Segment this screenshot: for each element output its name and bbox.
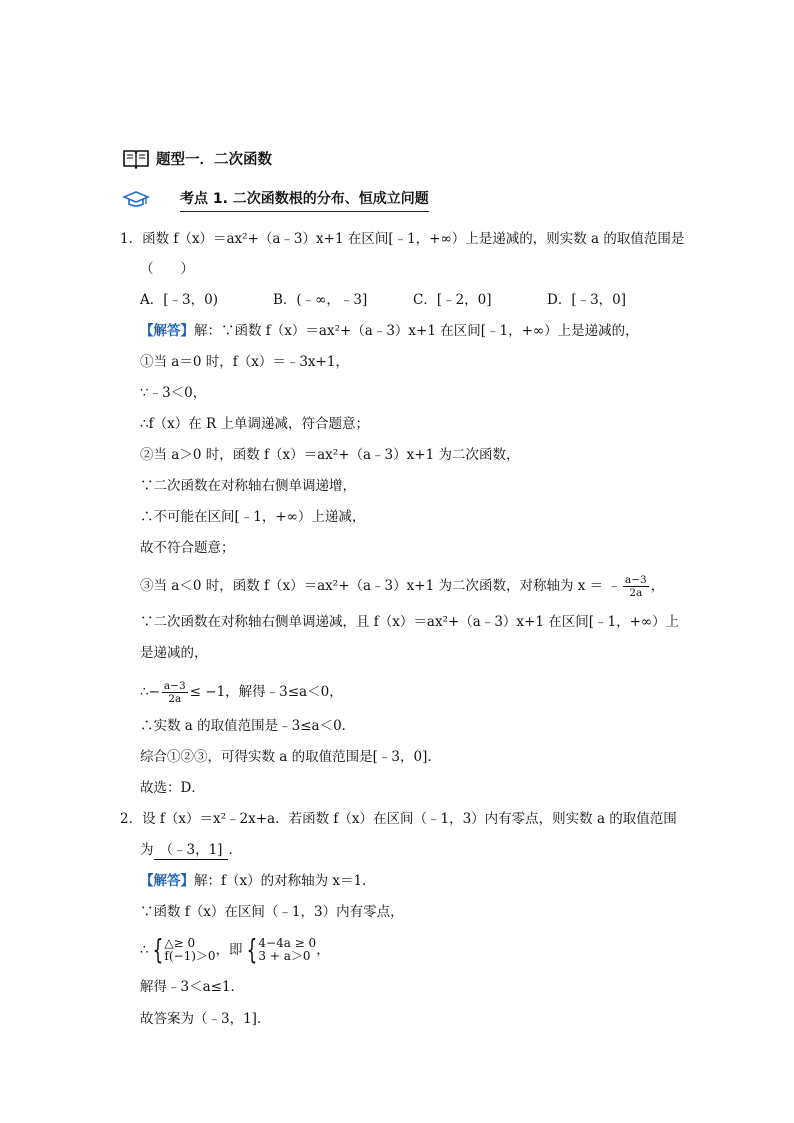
q1-solution-line-2: ①当 a＝0 时，f（x）＝﹣3x+1， (140, 354, 349, 370)
q1-solution-line-12: ∴− $\frac{a-3}{2a}$ ≤ −1，解得﹣3≤a＜0， (140, 680, 343, 705)
q1-solution-line-3: ∵﹣3＜0， (140, 385, 207, 401)
q1-solution-line-4: ∴f（x）在 R 上单调递减，符合题意； (140, 416, 369, 432)
q1-solution-line-1: 【解答】解：∵函数 f（x）＝ax²+（a﹣3）x+1 在区间[﹣1，+∞）上是递减的， (140, 323, 639, 339)
option-d: D．[﹣3，0] (547, 292, 627, 308)
answer-tag: 【解答】 (140, 873, 194, 889)
book-icon (122, 147, 150, 169)
q1-solution-line-8: 故不符合题意； (140, 540, 235, 556)
q2-stem: 2．设 f（x）＝x²﹣2x+a．若函数 f（x）在区间（﹣1，3）内有零点，则实数 a 的取值范围 (120, 811, 677, 827)
graduation-cap-icon (122, 190, 150, 210)
q1-solution-line-14: 综合①②③，可得实数 a 的取值范围是[﹣3，0]． (140, 749, 441, 765)
q1-solution-line-15: 故选：D． (140, 780, 205, 796)
q2-solution-line-1: 【解答】解：f（x）的对称轴为 x＝1． (140, 873, 376, 889)
q2-solution-line-3: ∴ { △≥ 0 f(−1)＞0 ，即 { 4−4a ≥ 0 3 + a＞0 ， (140, 933, 330, 966)
q1-solution-line-10: ∵二次函数在对称轴右侧单调递减，且 f（x）＝ax²+（a﹣3）x+1 在区间[﹣1，+∞）上 (140, 614, 680, 630)
option-c: C．[﹣2，0] (413, 292, 492, 308)
q1-solution-line-9: ③当 a＜0 时，函数 f（x）＝ax²+（a﹣3）x+1 为二次函数，对称轴为 x ＝ ﹣ $\frac{a-3}{2a}$ ， (140, 574, 665, 599)
fraction: $\frac{a-3}{2a}$ (624, 574, 647, 599)
q2-stem-line-2: 为 （﹣3，1] ． (140, 842, 242, 858)
left-brace: { (246, 933, 257, 966)
fraction: $\frac{a-3}{2a}$ (163, 680, 186, 705)
q2-solution-line-5: 故答案为（﹣3，1]． (140, 1011, 271, 1027)
q1-solution-line-6: ∵二次函数在对称轴右侧单调递增， (140, 478, 356, 494)
answer-tag: 【解答】 (140, 323, 194, 339)
equation-system-1: { △≥ 0 f(−1)＞0 (152, 933, 216, 966)
option-a: A．[﹣3，0) (140, 292, 218, 308)
q1-solution-line-13: ∴实数 a 的取值范围是﹣3≤a＜0． (140, 718, 356, 734)
q1-paren: （ ） (140, 261, 194, 277)
q2-solution-line-2: ∵函数 f（x）在区间（﹣1，3）内有零点， (140, 904, 404, 920)
topic-title: 考点 1. 二次函数根的分布、恒成立问题 (180, 188, 429, 212)
q1-solution-line-5: ②当 a＞0 时，函数 f（x）＝ax²+（a﹣3）x+1 为二次函数， (140, 447, 520, 463)
option-b: B．(﹣∞，﹣3] (273, 292, 368, 308)
answer-blank: （﹣3，1] (154, 841, 229, 860)
topic-heading (122, 188, 429, 212)
q1-solution-line-7: ∴不可能在区间[﹣1，+∞）上递减， (140, 509, 366, 525)
equation-system-2: { 4−4a ≥ 0 3 + a＞0 (246, 933, 317, 966)
section-title: 题型一．二次函数 (156, 151, 272, 168)
q1-solution-line-11: 是递减的， (140, 645, 208, 661)
q2-solution-line-4: 解得﹣3＜a≤1． (140, 979, 245, 995)
left-brace: { (152, 933, 163, 966)
section-heading (122, 146, 272, 170)
q1-stem: 1．函数 f（x）＝ax²+（a﹣3）x+1 在区间[﹣1，+∞）上是递减的，则实数 a 的取值范围是 (120, 231, 685, 247)
